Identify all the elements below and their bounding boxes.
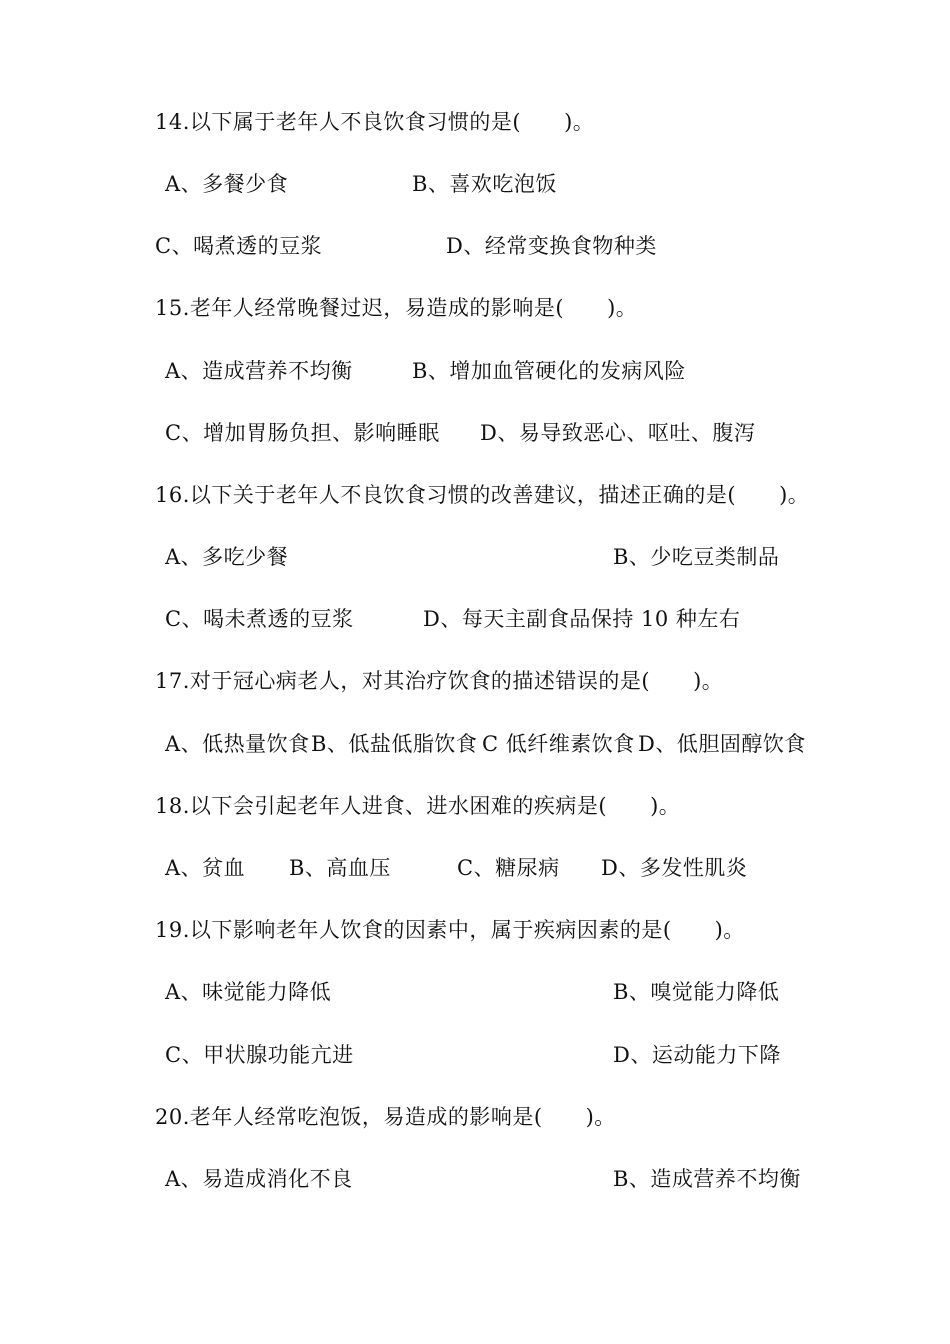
- question-stem: 16.以下关于老年人不良饮食习惯的改善建议，描述正确的是( )。: [155, 483, 810, 507]
- question-stem: 18.以下会引起老年人进食、进水困难的疾病是( )。: [155, 794, 681, 818]
- option-b: B、少吃豆类制品: [613, 545, 780, 569]
- option-b: B、嗅觉能力降低: [613, 980, 780, 1004]
- question-stem: 17.对于冠心病老人，对其治疗饮食的描述错误的是( )。: [155, 669, 724, 693]
- option-a: A、低热量饮食: [165, 732, 310, 756]
- option-c: C、增加胃肠负担、影响睡眠: [165, 421, 440, 445]
- option-d: D、运动能力下降: [613, 1043, 781, 1067]
- question-stem: 15.老年人经常晚餐过迟，易造成的影响是( )。: [155, 296, 638, 320]
- question-stem: 14.以下属于老年人不良饮食习惯的是( )。: [155, 110, 595, 134]
- option-d: D、每天主副食品保持 10 种左右: [423, 607, 741, 631]
- option-d: D、经常变换食物种类: [446, 234, 657, 258]
- option-c: C、喝煮透的豆浆: [155, 234, 323, 258]
- option-a: A、造成营养不均衡: [165, 359, 353, 383]
- question-stem: 19.以下影响老年人饮食的因素中，属于疾病因素的是( )。: [155, 918, 745, 942]
- option-c: C 低纤维素饮食: [482, 732, 635, 756]
- option-b: B、增加血管硬化的发病风险: [412, 359, 686, 383]
- option-d: D、易导致恶心、呕吐、腹泻: [480, 421, 756, 445]
- option-a: A、多餐少食: [165, 172, 289, 196]
- option-a: A、多吃少餐: [165, 545, 289, 569]
- option-c: C、甲状腺功能亢进: [165, 1043, 354, 1067]
- option-a: A、易造成消化不良: [165, 1167, 353, 1191]
- option-c: C、喝未煮透的豆浆: [165, 607, 354, 631]
- option-d: D、低胆固醇饮食: [638, 732, 806, 756]
- option-b: B、高血压: [289, 856, 391, 880]
- option-b: B、造成营养不均衡: [613, 1167, 801, 1191]
- option-b: B、喜欢吃泡饭: [412, 172, 557, 196]
- option-d: D、多发性肌炎: [601, 856, 748, 880]
- question-stem: 20.老年人经常吃泡饭，易造成的影响是( )。: [155, 1105, 616, 1129]
- option-a: A、贫血: [165, 856, 246, 880]
- option-b: B、低盐低脂饮食: [311, 732, 478, 756]
- option-c: C、糖尿病: [457, 856, 560, 880]
- option-a: A、味觉能力降低: [165, 980, 332, 1004]
